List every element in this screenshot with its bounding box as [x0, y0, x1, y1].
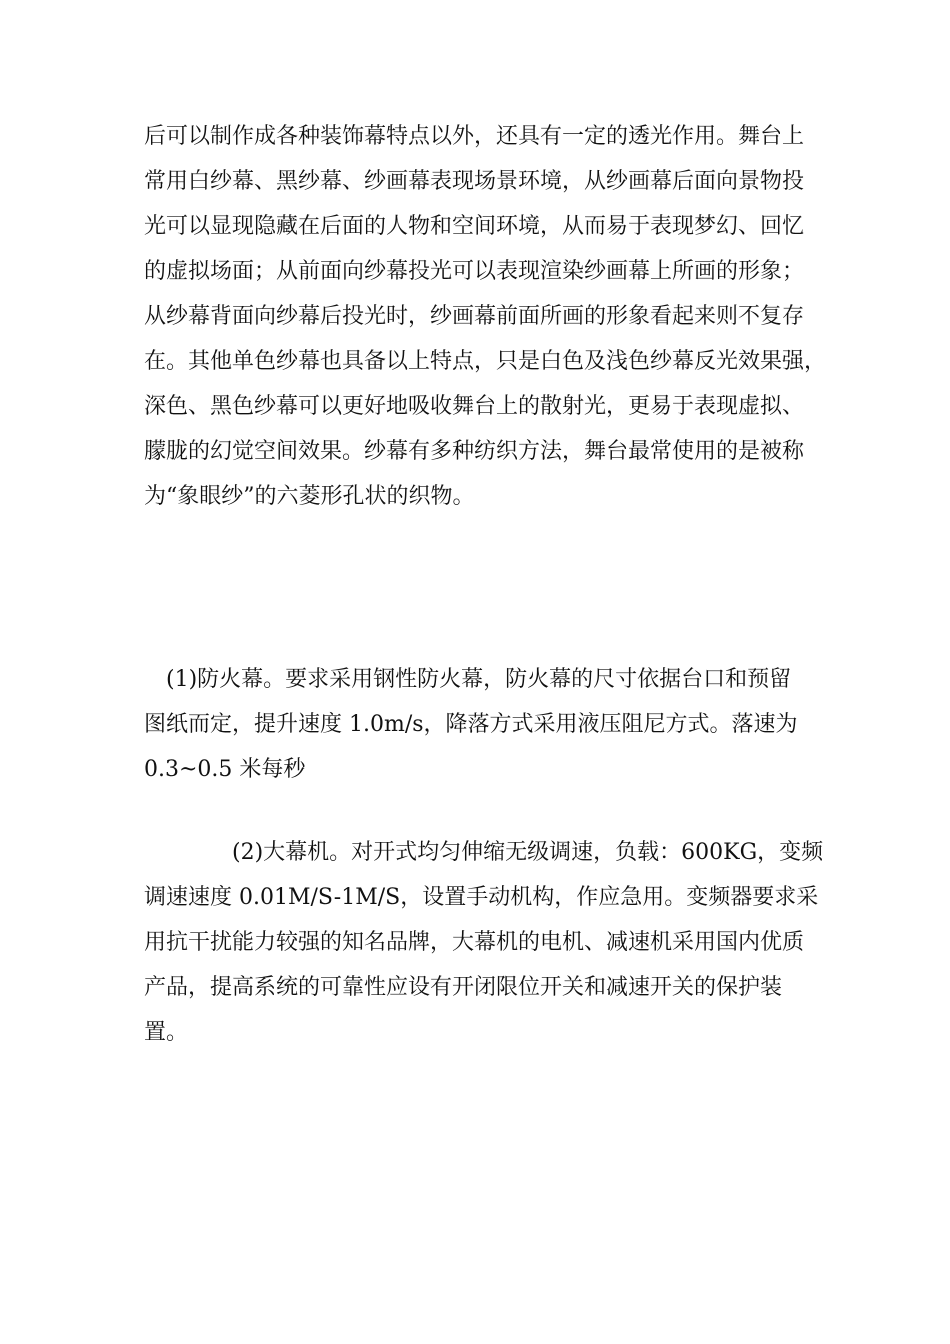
paragraph-fire-curtain: [144, 657, 810, 792]
text-line: 置。: [144, 1020, 189, 1045]
text-line: 调速速度 0.01M/S-1M/S，设置手动机构，作应急用。变频器要求采: [144, 885, 819, 910]
text-line: 为“象眼纱”的六菱形孔状的织物。: [144, 484, 475, 509]
text-line: 在。其他单色纱幕也具备以上特点，只是白色及浅色纱幕反光效果强，: [144, 349, 827, 374]
text-line: 0.3~0.5 米每秒: [144, 757, 306, 782]
text-line: (1)防火幕。要求采用钢性防火幕，防火幕的尺寸依据台口和预留: [166, 667, 792, 692]
text-line: (2)大幕机。对开式均匀伸缩无级调速，负载：600KG，变频: [232, 840, 824, 865]
text-line: 用抗干扰能力较强的知名品牌，大幕机的电机、减速机采用国内优质: [144, 930, 805, 955]
paragraph-gauze-curtain: [144, 114, 827, 519]
text-line: 朦胧的幻觉空间效果。纱幕有多种纺织方法，舞台最常使用的是被称: [144, 439, 805, 464]
text-line: 的虚拟场面；从前面向纱幕投光可以表现渲染纱画幕上所画的形象；: [144, 259, 805, 284]
text-line: 常用白纱幕、黑纱幕、纱画幕表现场景环境，从纱画幕后面向景物投: [144, 169, 805, 194]
paragraph-curtain-machine: [144, 830, 824, 1055]
text-line: 后可以制作成各种装饰幕特点以外，还具有一定的透光作用。舞台上: [144, 124, 805, 149]
text-line: 光可以显现隐藏在后面的人物和空间环境，从而易于表现梦幻、回忆: [144, 214, 805, 239]
text-line: 深色、黑色纱幕可以更好地吸收舞台上的散射光，更易于表现虚拟、: [144, 394, 805, 419]
text-line: 从纱幕背面向纱幕后投光时，纱画幕前面所画的形象看起来则不复存: [144, 304, 805, 329]
text-line: 产品，提高系统的可靠性应设有开闭限位开关和减速开关的保护装: [144, 975, 783, 1000]
text-line: 图纸而定，提升速度 1.0m/s，降落方式采用液压阻尼方式。落速为: [144, 712, 798, 737]
